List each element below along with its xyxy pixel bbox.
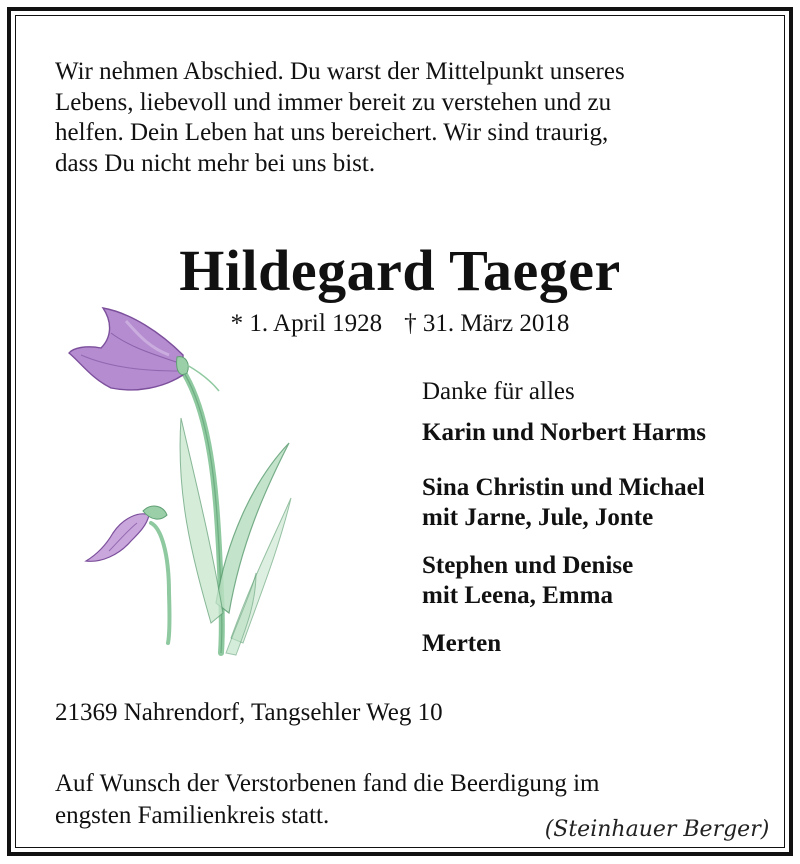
intro-line: helfen. Dein Leben hat uns bereichert. Wir sind traurig, [55, 119, 609, 146]
closing-text [55, 768, 599, 832]
family-line: Sina Christin und Michael [422, 474, 705, 501]
family-line: Merten [422, 630, 502, 657]
death-date: † 31. März 2018 [404, 310, 570, 337]
intro-line: Wir nehmen Abschied. Du warst der Mittelpunkt unseres [55, 58, 625, 85]
family-line: mit Jarne, Jule, Jonte [422, 504, 654, 531]
intro-line: dass Du nicht mehr bei uns bist. [55, 149, 376, 177]
family-line: mit Leena, Emma [422, 582, 613, 609]
signature-text: (Steinhauer Berger) [544, 817, 770, 842]
intro-line: Lebens, liebevoll und immer bereit zu verstehen und zu [55, 88, 612, 116]
closing-line: engsten Familienkreis statt. [55, 802, 330, 829]
flower-illustration [51, 293, 311, 663]
family-group-3 [422, 551, 633, 611]
closing-line: Auf Wunsch der Verstorbenen fand die Beerdigung im [55, 770, 600, 797]
address-text: 21369 Nahrendorf, Tangsehler Weg 10 [55, 699, 443, 726]
family-group-1 [422, 418, 706, 448]
thanks-text: Danke für alles [422, 378, 575, 405]
family-line: Karin und Norbert Harms [422, 419, 707, 446]
deceased-name: Hildegard Taeger [179, 238, 621, 303]
intro-text [55, 57, 745, 179]
birth-date: * 1. April 1928 [230, 310, 383, 337]
obituary-frame [7, 7, 793, 856]
family-group-4 [422, 629, 501, 659]
stonemason-signature [537, 810, 777, 846]
family-line: Stephen und Denise [422, 552, 634, 579]
family-group-2 [422, 473, 705, 533]
